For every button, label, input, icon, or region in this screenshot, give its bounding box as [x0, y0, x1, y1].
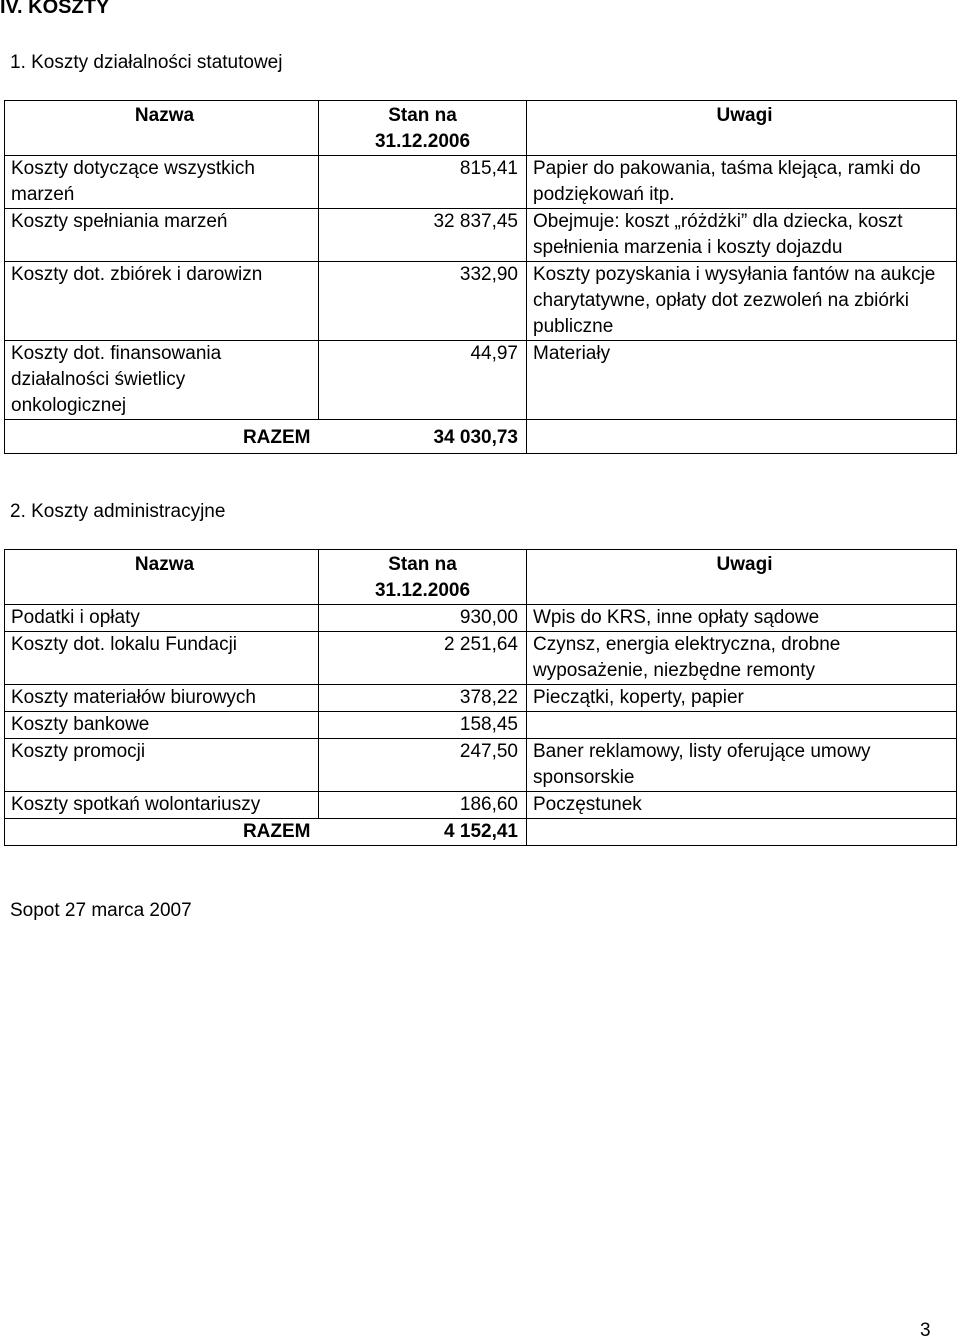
- total-row: [5, 819, 957, 846]
- place-and-date: Sopot 27 marca 2007: [10, 900, 192, 921]
- column-header-notes: Uwagi: [527, 101, 957, 156]
- row-amount: 247,50: [319, 739, 527, 792]
- row-notes: Papier do pakowania, taśma klejąca, ramki do podziękowań itp.: [527, 156, 957, 209]
- row-notes: Poczęstunek: [527, 792, 957, 819]
- row-name: Koszty dot. lokalu Fundacji: [5, 632, 319, 685]
- total-value: 34 030,73: [319, 420, 527, 454]
- row-amount: 2 251,64: [319, 632, 527, 685]
- row-name: Koszty spełniania marzeń: [5, 209, 319, 262]
- column-header-amount: Stan na 31.12.2006: [319, 550, 527, 605]
- row-name: Koszty spotkań wolontariuszy: [5, 792, 319, 819]
- section-heading: IV. KOSZTY: [0, 0, 110, 18]
- page-number: 3: [920, 1320, 931, 1341]
- table-row: [5, 209, 957, 262]
- administrative-costs-table: [4, 549, 957, 846]
- row-amount: 930,00: [319, 605, 527, 632]
- row-amount: 158,45: [319, 712, 527, 739]
- total-notes-empty: [527, 819, 957, 846]
- statutory-costs-table: [4, 100, 957, 454]
- row-amount: 378,22: [319, 685, 527, 712]
- table-row: [5, 262, 957, 341]
- row-amount: 332,90: [319, 262, 527, 341]
- table-row: [5, 341, 957, 420]
- row-amount: 44,97: [319, 341, 527, 420]
- row-notes: Czynsz, energia elektryczna, drobne wyposażenie, niezbędne remonty: [527, 632, 957, 685]
- total-label: RAZEM: [5, 420, 319, 454]
- table-row: [5, 685, 957, 712]
- row-notes: Obejmuje: koszt „różdżki” dla dziecka, koszt spełnienia marzenia i koszty dojazdu: [527, 209, 957, 262]
- table-header-row: [5, 550, 957, 605]
- row-notes: Baner reklamowy, listy oferujące umowy sponsorskie: [527, 739, 957, 792]
- subsection-heading-administrative-costs: 2. Koszty administracyjne: [10, 501, 226, 522]
- row-notes: Wpis do KRS, inne opłaty sądowe: [527, 605, 957, 632]
- row-notes: [527, 712, 957, 739]
- column-header-amount: Stan na 31.12.2006: [319, 101, 527, 156]
- total-notes-empty: [527, 420, 957, 454]
- table-row: [5, 156, 957, 209]
- column-header-name: Nazwa: [5, 101, 319, 156]
- table-row: [5, 632, 957, 685]
- column-header-notes: Uwagi: [527, 550, 957, 605]
- row-name: Podatki i opłaty: [5, 605, 319, 632]
- subsection-heading-statutory-costs: 1. Koszty działalności statutowej: [10, 52, 283, 73]
- table-row: [5, 792, 957, 819]
- total-value: 4 152,41: [319, 819, 527, 846]
- table-row: [5, 605, 957, 632]
- row-name: Koszty dot. finansowania działalności świetlicy onkologicznej: [5, 341, 319, 420]
- row-notes: Materiały: [527, 341, 957, 420]
- row-name: Koszty dotyczące wszystkich marzeń: [5, 156, 319, 209]
- row-name: Koszty promocji: [5, 739, 319, 792]
- row-name: Koszty dot. zbiórek i darowizn: [5, 262, 319, 341]
- table-row: [5, 712, 957, 739]
- row-name: Koszty bankowe: [5, 712, 319, 739]
- row-amount: 815,41: [319, 156, 527, 209]
- total-label: RAZEM: [5, 819, 319, 846]
- row-amount: 32 837,45: [319, 209, 527, 262]
- row-amount: 186,60: [319, 792, 527, 819]
- column-header-name: Nazwa: [5, 550, 319, 605]
- row-notes: Pieczątki, koperty, papier: [527, 685, 957, 712]
- total-row: [5, 420, 957, 454]
- row-notes: Koszty pozyskania i wysyłania fantów na aukcje charytatywne, opłaty dot zezwoleń na zbiórki publiczne: [527, 262, 957, 341]
- row-name: Koszty materiałów biurowych: [5, 685, 319, 712]
- table-header-row: [5, 101, 957, 156]
- table-row: [5, 739, 957, 792]
